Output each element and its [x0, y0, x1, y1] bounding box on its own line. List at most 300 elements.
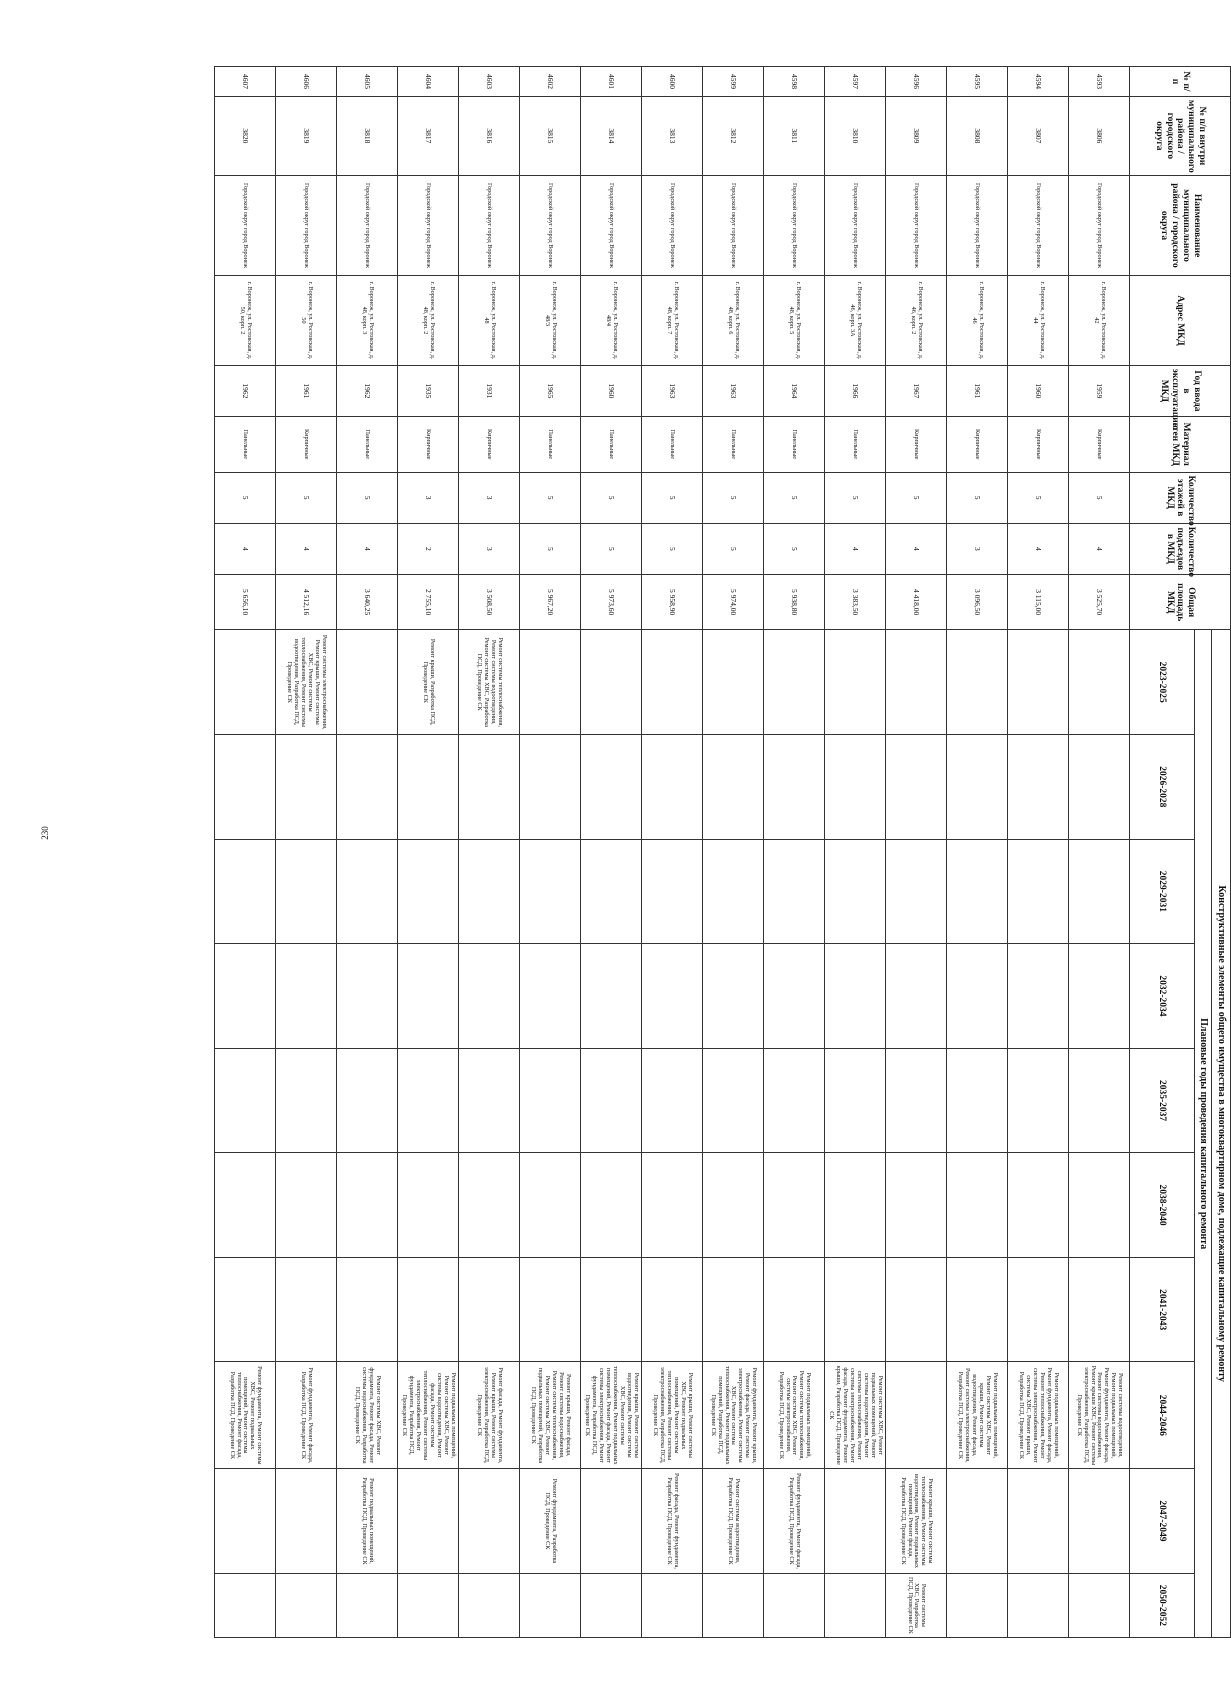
row-period-works: Ремонт системы ХВС, Ремонт подвальных помещений, Ремонт системы водоотведения, Ремонт системы теплоснабжения, Ремонт системы электроснабжения, Ремонт фасада, Ремонт фундамента, Ремонт крыши, Разработка ПСД, Проведение СК	[825, 1362, 886, 1469]
row-year: 1966	[825, 365, 886, 416]
row-period-works	[825, 1469, 886, 1574]
row-material: Кирпичные	[459, 417, 520, 472]
row-period-works	[581, 1153, 642, 1258]
row-entrances: 5	[581, 523, 642, 574]
row-period-works	[398, 839, 459, 944]
row-period-works	[215, 944, 276, 1049]
row-area: 5 938,80	[764, 574, 825, 629]
row-period-works: Ремонт системы водоотведения, Разработка ПСД, Проведение СК	[703, 1469, 764, 1574]
row-address: г. Воронеж, ул. Ростовская, д. 48, корп. 2	[398, 276, 459, 366]
row-material: Панельные	[703, 417, 764, 472]
row-period-works	[886, 1153, 947, 1258]
row-period-works	[1069, 630, 1130, 735]
row-period-works	[398, 1048, 459, 1153]
row-period-works: Ремонт фундамента, Разработка ПСД, Проведение СК	[520, 1469, 581, 1574]
row-period-works	[1069, 1573, 1130, 1637]
row-address: г. Воронеж, ул. Ростовская, д. 48/4	[581, 276, 642, 366]
row-area: 3 096,50	[947, 574, 1008, 629]
row-number-within: 3816	[459, 96, 520, 175]
row-period-works	[886, 1048, 947, 1153]
table-row	[1069, 67, 1130, 1638]
row-floors: 3	[459, 472, 520, 523]
row-period-works	[825, 1573, 886, 1637]
row-floors: 5	[825, 472, 886, 523]
table-row	[947, 67, 1008, 1638]
row-area: 3 640,25	[337, 574, 398, 629]
row-area: 4 418,00	[886, 574, 947, 629]
row-number: 4607	[215, 67, 276, 97]
row-period-works	[1069, 1257, 1130, 1362]
header-area: Общая площадь МКД	[1130, 574, 1231, 629]
row-area: 3 383,50	[825, 574, 886, 629]
row-period-works	[215, 1573, 276, 1637]
row-number: 4602	[520, 67, 581, 97]
row-period-works	[764, 1573, 825, 1637]
row-area: 5 958,90	[642, 574, 703, 629]
row-period-works	[1069, 1048, 1130, 1153]
row-number-within: 3812	[703, 96, 764, 175]
row-period-works: Ремонт подвальных помещений, Ремонт фундамента, Ремонт фасада, Ремонт теплоснабжения, Ремонт системы электроснабжения, Ремонт системы ХВС, Ремонт крыши, Разработка ПСД, Проведение СК	[1008, 1362, 1069, 1469]
row-period-works	[886, 1362, 947, 1469]
row-floors: 3	[398, 472, 459, 523]
row-period-works	[886, 944, 947, 1049]
row-period-works	[886, 630, 947, 735]
table-body	[215, 67, 1130, 1638]
capital-repair-table	[214, 66, 1231, 1638]
row-address: г. Воронеж, ул. Ростовская, д. 48, корп. 7	[642, 276, 703, 366]
row-floors: 5	[581, 472, 642, 523]
row-period-works	[764, 944, 825, 1049]
row-period-works	[459, 1257, 520, 1362]
header-year: Год ввода в эксплуатацию МКД	[1130, 365, 1231, 416]
row-period-works	[581, 839, 642, 944]
row-municipality: Городской округ город Воронеж	[825, 175, 886, 275]
header-period: 2026-2028	[1130, 735, 1195, 840]
header-material: Материал стен МКД	[1130, 417, 1231, 472]
row-municipality: Городской округ город Воронеж	[337, 175, 398, 275]
row-material: Панельные	[764, 417, 825, 472]
row-floors: 5	[215, 472, 276, 523]
row-material: Панельные	[642, 417, 703, 472]
row-period-works	[1008, 839, 1069, 944]
row-period-works	[581, 630, 642, 735]
row-number-within: 3808	[947, 96, 1008, 175]
row-period-works	[642, 1048, 703, 1153]
row-period-works	[947, 1573, 1008, 1637]
row-floors: 5	[642, 472, 703, 523]
row-year: 1959	[1069, 365, 1130, 416]
row-period-works	[764, 735, 825, 840]
row-area: 4 512,16	[276, 574, 337, 629]
row-municipality: Городской округ город Воронеж	[947, 175, 1008, 275]
row-period-works	[825, 630, 886, 735]
row-period-works	[276, 839, 337, 944]
row-address: г. Воронеж, ул. Ростовская, д. 42	[1069, 276, 1130, 366]
row-period-works	[1008, 1048, 1069, 1153]
row-address: г. Воронеж, ул. Ростовская, д. 48/3	[520, 276, 581, 366]
row-area: 5 973,60	[581, 574, 642, 629]
row-period-works	[215, 839, 276, 944]
table-row	[581, 67, 642, 1638]
row-period-works	[642, 630, 703, 735]
row-area: 5 967,20	[520, 574, 581, 629]
row-period-works	[337, 1257, 398, 1362]
row-period-works	[703, 735, 764, 840]
page-number: 230	[39, 826, 50, 840]
row-period-works	[1008, 1573, 1069, 1637]
row-year: 1962	[215, 365, 276, 416]
row-period-works	[337, 1048, 398, 1153]
row-period-works	[459, 1153, 520, 1258]
row-municipality: Городской округ город Воронеж	[215, 175, 276, 275]
row-period-works	[215, 630, 276, 735]
row-period-works	[764, 630, 825, 735]
row-period-works	[1008, 1257, 1069, 1362]
row-period-works	[764, 1048, 825, 1153]
row-period-works	[337, 630, 398, 735]
row-year: 1935	[398, 365, 459, 416]
row-number: 4603	[459, 67, 520, 97]
row-period-works	[703, 630, 764, 735]
row-floors: 5	[276, 472, 337, 523]
row-number: 4604	[398, 67, 459, 97]
row-area: 3 508,50	[459, 574, 520, 629]
row-municipality: Городской округ город Воронеж	[581, 175, 642, 275]
row-material: Панельные	[520, 417, 581, 472]
row-municipality: Городской округ город Воронеж	[703, 175, 764, 275]
row-period-works	[642, 944, 703, 1049]
row-period-works	[276, 944, 337, 1049]
row-period-works	[886, 839, 947, 944]
row-period-works: Ремонт фасада, Ремонт фундамента, Разработка ПСД, Проведение СК	[642, 1469, 703, 1574]
row-period-works	[276, 1153, 337, 1258]
header-period: 2035-2037	[1130, 1048, 1195, 1153]
row-period-works: Ремонт системы теплоснабжения, Ремонт системы водоотведения, Ремонт системы ХВС, Разработка ПСД, Проведение СК	[459, 630, 520, 735]
row-period-works	[459, 735, 520, 840]
row-address: г. Воронеж, ул. Ростовская, д. 46, корп. 2	[886, 276, 947, 366]
row-period-works	[1069, 944, 1130, 1049]
row-year: 1963	[703, 365, 764, 416]
table-row	[886, 67, 947, 1638]
row-period-works	[459, 944, 520, 1049]
row-municipality: Городской округ город Воронеж	[886, 175, 947, 275]
row-period-works	[215, 1469, 276, 1574]
row-period-works	[337, 944, 398, 1049]
row-number-within: 3806	[1069, 96, 1130, 175]
row-year: 1931	[459, 365, 520, 416]
row-number-within: 3814	[581, 96, 642, 175]
row-number-within: 3807	[1008, 96, 1069, 175]
header-address: Адрес МКД	[1130, 276, 1231, 366]
row-period-works	[276, 1048, 337, 1153]
row-period-works	[947, 1257, 1008, 1362]
row-period-works	[642, 1257, 703, 1362]
row-area: 3 115,00	[1008, 574, 1069, 629]
row-period-works	[947, 1048, 1008, 1153]
row-period-works	[642, 1573, 703, 1637]
row-number-within: 3820	[215, 96, 276, 175]
row-municipality: Городской округ город Воронеж	[520, 175, 581, 275]
row-municipality: Городской округ город Воронеж	[1069, 175, 1130, 275]
row-period-works: Ремонт фундамента, Ремонт крыши, Ремонт фасада, Ремонт системы электроснабжения, Ремонт системы ХВС, Ремонт системы теплоснабжения, Ремонт подвальных помещений, Разработка ПСД, Проведение СК	[703, 1362, 764, 1469]
row-municipality: Городской округ город Воронеж	[459, 175, 520, 275]
row-period-works	[520, 839, 581, 944]
header-floors: Количество этажей в МКД	[1130, 472, 1231, 523]
row-period-works	[642, 735, 703, 840]
row-period-works: Ремонт системы электроснабжения, Ремонт крыши, Ремонт системы ХВС, Ремонт системы теплоснабжения, Ремонт системы водоотведения, Разработка ПСД, Проведение СК	[276, 630, 337, 735]
row-floors: 5	[1008, 472, 1069, 523]
row-material: Панельные	[337, 417, 398, 472]
row-period-works	[398, 1153, 459, 1258]
row-period-works	[1008, 944, 1069, 1049]
row-number-within: 3811	[764, 96, 825, 175]
row-period-works	[581, 1573, 642, 1637]
row-period-works	[459, 839, 520, 944]
row-address: г. Воронеж, ул. Ростовская, д. 48, корп. 3	[337, 276, 398, 366]
row-number: 4598	[764, 67, 825, 97]
row-period-works	[703, 1573, 764, 1637]
row-period-works	[398, 1257, 459, 1362]
row-period-works	[1008, 1153, 1069, 1258]
row-period-works	[520, 1257, 581, 1362]
row-period-works	[337, 1573, 398, 1637]
row-period-works	[581, 735, 642, 840]
row-floors: 5	[337, 472, 398, 523]
row-period-works	[1008, 630, 1069, 735]
row-period-works	[398, 1573, 459, 1637]
row-address: г. Воронеж, ул. Ростовская, д. 48, корп. 6	[703, 276, 764, 366]
row-entrances: 5	[764, 523, 825, 574]
row-number-within: 3819	[276, 96, 337, 175]
row-period-works	[886, 735, 947, 840]
row-address: г. Воронеж, ул. Ростовская, д. 44	[1008, 276, 1069, 366]
row-period-works	[1069, 1469, 1130, 1574]
row-period-works	[1069, 735, 1130, 840]
row-floors: 5	[886, 472, 947, 523]
row-period-works	[1008, 735, 1069, 840]
row-municipality: Городской округ город Воронеж	[642, 175, 703, 275]
row-period-works: Ремонт крыши, Ремонт системы ХВС, Ремонт подвальных помещений, Ремонт системы теплоснабжения, Ремонт системы электроснабжения, Разработка ПСД, Проведение СК	[642, 1362, 703, 1469]
row-entrances: 4	[337, 523, 398, 574]
header-num-within: № п/п внутри муниципального района / городского округа	[1130, 96, 1231, 175]
row-entrances: 4	[1008, 523, 1069, 574]
row-material: Панельные	[215, 417, 276, 472]
row-number: 4596	[886, 67, 947, 97]
table-row	[337, 67, 398, 1638]
row-period-works	[703, 1048, 764, 1153]
row-entrances: 4	[825, 523, 886, 574]
row-entrances: 4	[1069, 523, 1130, 574]
row-material: Панельные	[825, 417, 886, 472]
row-area: 5 974,00	[703, 574, 764, 629]
row-floors: 5	[703, 472, 764, 523]
table-row	[276, 67, 337, 1638]
row-period-works	[947, 839, 1008, 944]
row-number-within: 3818	[337, 96, 398, 175]
row-number: 4597	[825, 67, 886, 97]
row-period-works: Ремонт крыши, Ремонт фасада, Ремонт системы водоснабжения, Ремонт системы теплоснабжения, Ремонт системы ХВС, Ремонт подвальных помещений, Разработка ПСД, Проведение СК	[520, 1362, 581, 1469]
table-row	[764, 67, 825, 1638]
row-period-works	[764, 839, 825, 944]
row-municipality: Городской округ город Воронеж	[398, 175, 459, 275]
row-material: Кирпичные	[398, 417, 459, 472]
row-floors: 5	[764, 472, 825, 523]
row-area: 3 525,70	[1069, 574, 1130, 629]
row-entrances: 5	[642, 523, 703, 574]
header-period: 2041-2043	[1130, 1257, 1195, 1362]
table-row	[398, 67, 459, 1638]
header-entrances: Количество подъездов в МКД	[1130, 523, 1231, 574]
table-row	[1008, 67, 1069, 1638]
row-period-works	[581, 944, 642, 1049]
row-period-works: Ремонт подвальных помещений, Разработка ПСД, Проведение СК	[337, 1469, 398, 1574]
row-period-works	[642, 1153, 703, 1258]
row-number-within: 3813	[642, 96, 703, 175]
row-period-works	[337, 735, 398, 840]
row-period-works	[642, 839, 703, 944]
row-number: 4601	[581, 67, 642, 97]
row-period-works	[1069, 1153, 1130, 1258]
row-entrances: 2	[398, 523, 459, 574]
row-period-works	[581, 1048, 642, 1153]
row-municipality: Городской округ город Воронеж	[1008, 175, 1069, 275]
row-period-works: Ремонт подвальных помещений, Ремонт системы ХВС, Ремонт системы водоотведения, Ремонт фасада, Ремонт системы теплоснабжения, Ремонт системы электроснабжения, Ремонт фундамента, Разработка ПСД, Проведение СК	[398, 1362, 459, 1469]
row-material: Кирпичные	[1008, 417, 1069, 472]
row-period-works	[825, 1257, 886, 1362]
row-period-works	[703, 1153, 764, 1258]
row-period-works: Ремонт системы ХВС, Разработка ПСД, Проведение СК	[886, 1573, 947, 1637]
table-row	[459, 67, 520, 1638]
row-period-works: Ремонт фундамента, Ремонт системы ХВС, Ремонт подвальных помещений, Ремонт системы теплоснабжения, Ремонт фасада, Разработка ПСД, Проведение СК	[215, 1362, 276, 1469]
row-entrances: 3	[459, 523, 520, 574]
row-floors: 5	[520, 472, 581, 523]
row-period-works	[1008, 1469, 1069, 1574]
row-period-works	[337, 1153, 398, 1258]
row-period-works	[947, 630, 1008, 735]
row-number: 4595	[947, 67, 1008, 97]
row-period-works: Ремонт фундамента, Ремонт фасада, Разработка ПСД, Проведение СК	[276, 1362, 337, 1469]
row-period-works	[764, 1257, 825, 1362]
row-period-works	[459, 1469, 520, 1574]
row-year: 1960	[581, 365, 642, 416]
header-period: 2029-2031	[1130, 839, 1195, 944]
row-period-works	[520, 1048, 581, 1153]
row-floors: 5	[947, 472, 1008, 523]
header-period: 2032-2034	[1130, 944, 1195, 1049]
row-period-works: Ремонт системы ХВС, Ремонт фундамента, Ремонт фасада, Ремонт системы водоснабжения, Разработка ПСД, Проведение СК	[337, 1362, 398, 1469]
row-number: 4605	[337, 67, 398, 97]
row-address: г. Воронеж, ул. Ростовская, д. 48	[459, 276, 520, 366]
row-period-works	[947, 1469, 1008, 1574]
row-number-within: 3815	[520, 96, 581, 175]
header-group-subtitle: Плановые годы проведения капитального ремонта	[1195, 630, 1212, 1638]
header-period: 2038-2040	[1130, 1153, 1195, 1258]
row-period-works	[520, 944, 581, 1049]
row-address: г. Воронеж, ул. Ростовская, д. 46, корп. 3А	[825, 276, 886, 366]
row-area: 5 656,10	[215, 574, 276, 629]
row-municipality: Городской округ город Воронеж	[276, 175, 337, 275]
row-number: 4594	[1008, 67, 1069, 97]
row-period-works	[520, 1153, 581, 1258]
row-period-works	[581, 1257, 642, 1362]
row-period-works	[520, 630, 581, 735]
table-row	[215, 67, 276, 1638]
row-period-works: Ремонт системы водоотведения, Ремонт подвальных помещений, Ремонт фундамента, Ремонт фасада, Ремонт системы водоснабжения, Ремонт крыши ХВС, Ремонт системы электроснабжения, Разработка ПСД, Проведение СК	[1069, 1362, 1130, 1469]
row-year: 1962	[337, 365, 398, 416]
header-period: 2044-2046	[1130, 1362, 1195, 1469]
row-period-works	[459, 1048, 520, 1153]
row-period-works	[825, 944, 886, 1049]
header-period: 2050-2052	[1130, 1573, 1195, 1637]
row-period-works: Ремонт подвальных помещений, Ремонт системы ХВС, Ремонт крыши, Ремонт системы водоотведения, Ремонт фасада, Ремонт системы электроснабжения, Разработка ПСД, Проведение СК	[947, 1362, 1008, 1469]
rotated-table-page	[66, 66, 1231, 1638]
row-period-works	[1069, 839, 1130, 944]
row-period-works	[520, 735, 581, 840]
row-period-works	[215, 1257, 276, 1362]
row-period-works	[276, 1257, 337, 1362]
row-address: г. Воронеж, ул. Ростовская, д. 46	[947, 276, 1008, 366]
header-num: № п/п	[1130, 67, 1231, 97]
row-year: 1965	[520, 365, 581, 416]
row-period-works	[520, 1573, 581, 1637]
row-period-works	[215, 735, 276, 840]
row-period-works	[398, 735, 459, 840]
row-number: 4600	[642, 67, 703, 97]
row-period-works	[886, 1257, 947, 1362]
table-row	[520, 67, 581, 1638]
row-number-within: 3817	[398, 96, 459, 175]
row-entrances: 4	[276, 523, 337, 574]
row-address: г. Воронеж, ул. Ростовская, д. 50	[276, 276, 337, 366]
row-floors: 5	[1069, 472, 1130, 523]
row-period-works	[703, 944, 764, 1049]
row-number: 4593	[1069, 67, 1130, 97]
row-year: 1964	[764, 365, 825, 416]
row-period-works: Ремонт крыши, Ремонт системы теплоснабжения, Ремонт системы водоотведения, Ремонт подвальных помещений, Ремонт фасада, Разработка ПСД, Проведение СК	[886, 1469, 947, 1574]
row-number-within: 3809	[886, 96, 947, 175]
row-year: 1961	[947, 365, 1008, 416]
row-period-works	[764, 1153, 825, 1258]
row-period-works	[825, 735, 886, 840]
row-period-works: Ремонт подвальных помещений, Ремонт системы теплоснабжения, Ремонт системы ХВС, Ремонт системы электроснабжения, Разработка ПСД, Проведение СК	[764, 1362, 825, 1469]
header-period: 2023-2025	[1130, 630, 1195, 735]
row-period-works: Ремонт крыши, Ремонт системы водоотведения, Ремонт системы ХВС, Ремонт системы теплоснабжения, Ремонт подвальных помещений, Ремонт фасада, Ремонт системы электроснабжения, Ремонт фундамента, Разработка ПСД, Проведение СК	[581, 1362, 642, 1469]
row-period-works	[398, 1469, 459, 1574]
row-period-works	[825, 839, 886, 944]
row-period-works	[825, 1153, 886, 1258]
header-group-title: Конструктивные элементы общего имущества в многоквартирном доме, подлежащие капитальному ремонту	[1212, 630, 1231, 1638]
row-period-works	[947, 1153, 1008, 1258]
row-entrances: 5	[703, 523, 764, 574]
row-material: Панельные	[581, 417, 642, 472]
row-year: 1960	[1008, 365, 1069, 416]
row-period-works	[276, 1469, 337, 1574]
row-material: Кирпичные	[276, 417, 337, 472]
row-number: 4599	[703, 67, 764, 97]
row-material: Кирпичные	[886, 417, 947, 472]
row-period-works	[581, 1469, 642, 1574]
row-period-works	[703, 839, 764, 944]
row-number-within: 3810	[825, 96, 886, 175]
row-period-works	[215, 1153, 276, 1258]
row-period-works: Ремонт крыши, Разработка ПСД, Проведение СК	[398, 630, 459, 735]
row-entrances: 4	[886, 523, 947, 574]
row-period-works	[398, 944, 459, 1049]
header-period: 2047-2049	[1130, 1469, 1195, 1574]
row-period-works	[276, 735, 337, 840]
row-period-works	[276, 1573, 337, 1637]
row-year: 1963	[642, 365, 703, 416]
